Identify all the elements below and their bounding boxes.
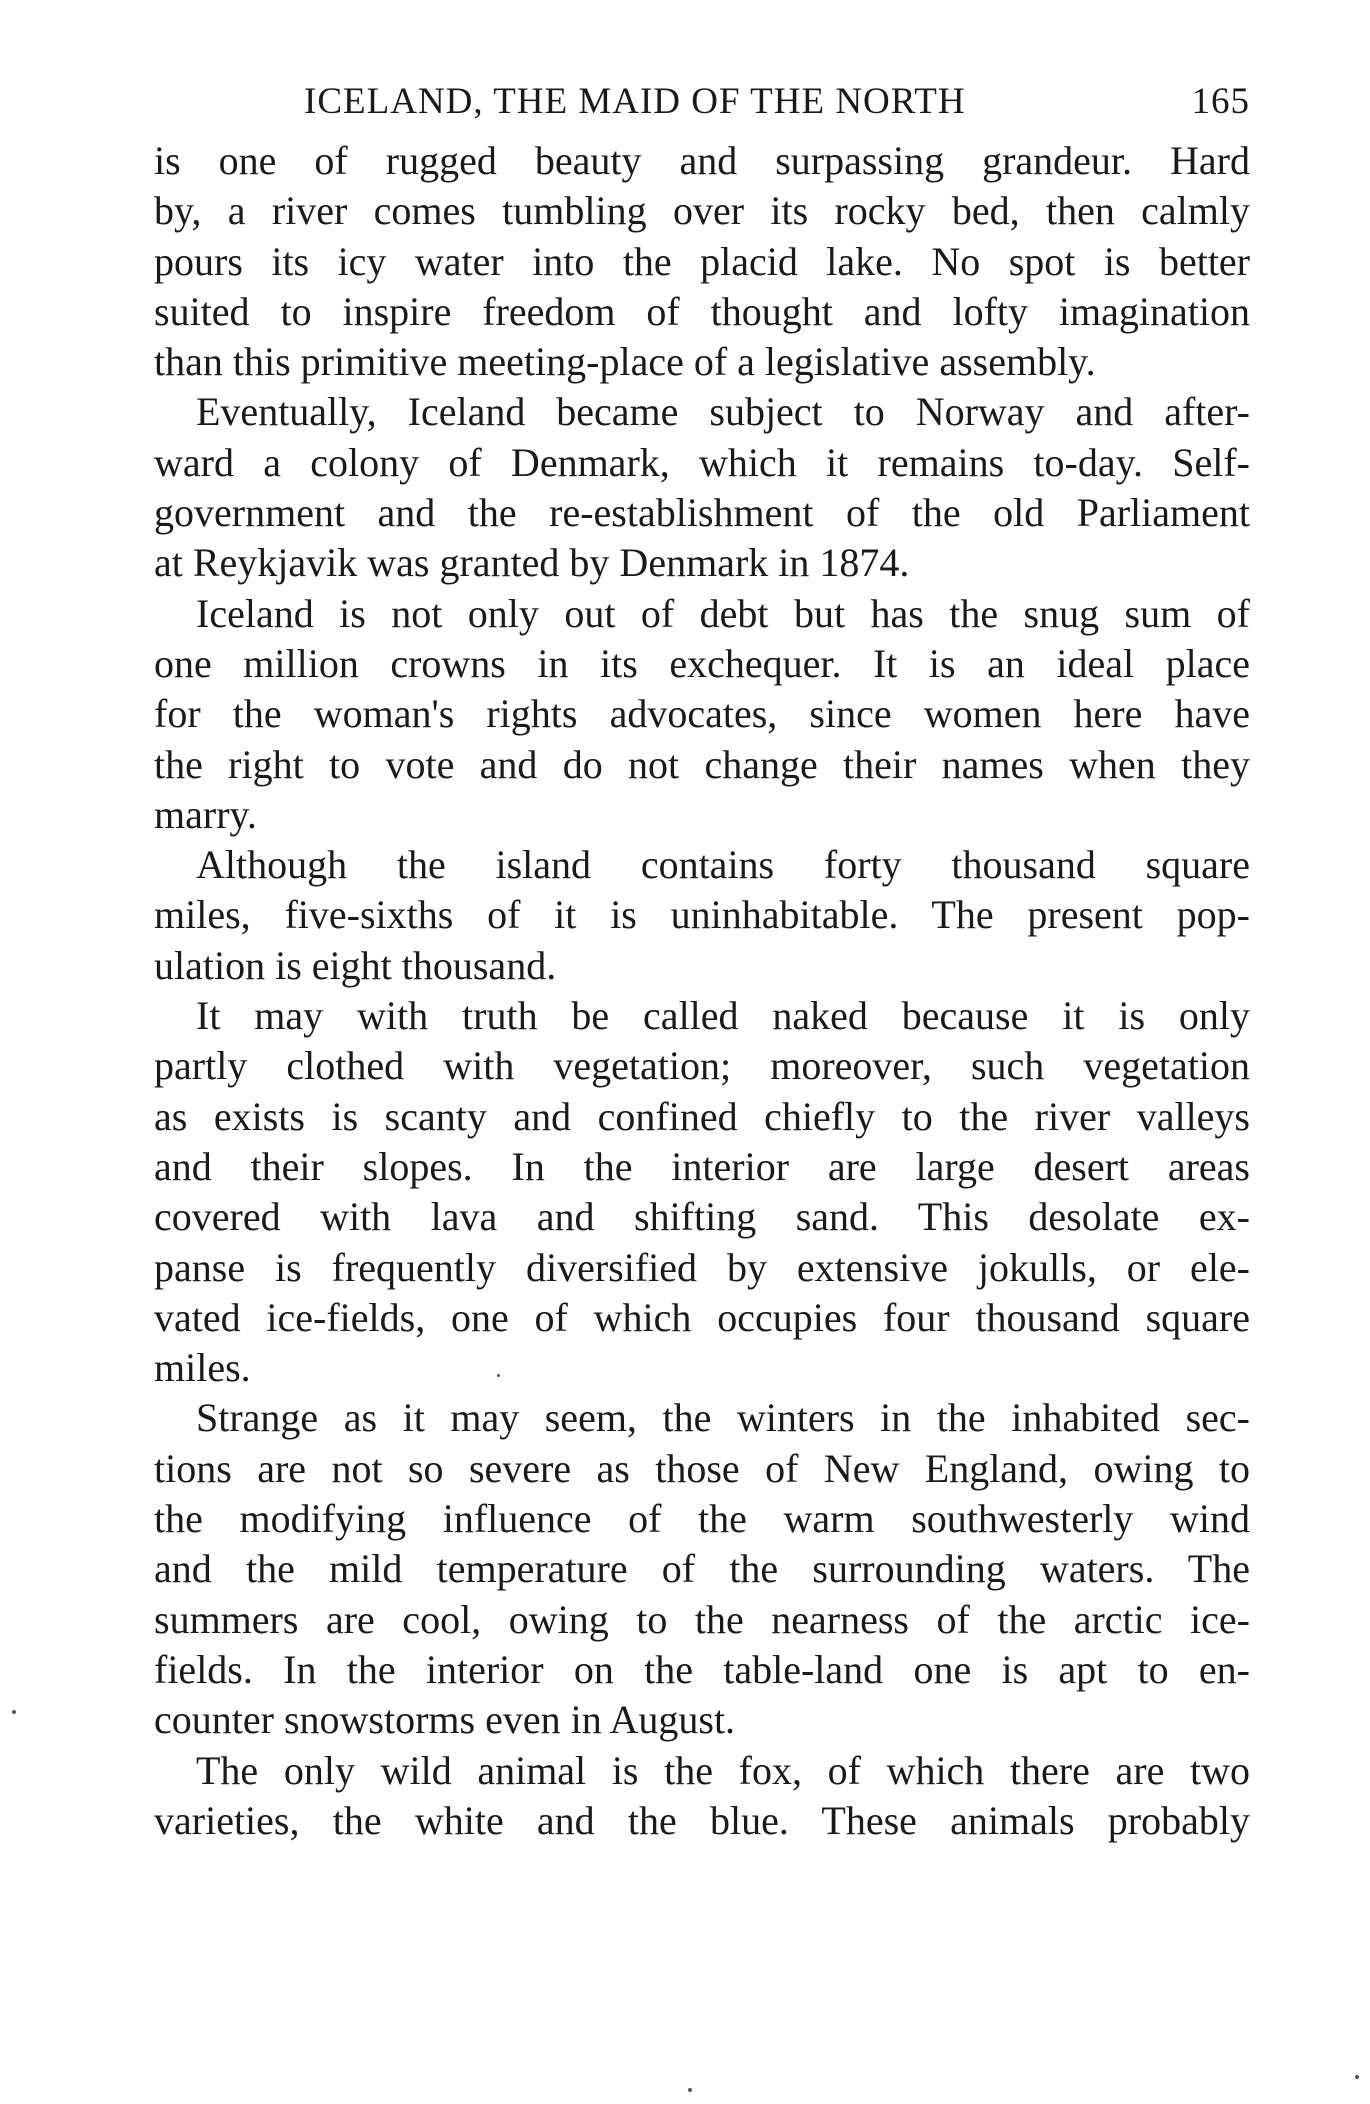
text-line: counter snowstorms even in August. <box>154 1697 736 1743</box>
text-line: The only wild animal is the fox, of which there are two <box>196 1747 1250 1793</box>
text-line: summers are cool, owing to the nearness of the arctic ice- <box>154 1596 1250 1642</box>
text-line: miles. <box>154 1345 251 1391</box>
text-line: pours its icy water into the placid lake. No spot is better <box>154 238 1250 284</box>
text-line: as exists is scanty and confined chiefly to the river valleys <box>154 1093 1250 1139</box>
text-line: ulation is eight thousand. <box>154 942 557 988</box>
text-line: marry. <box>154 791 257 837</box>
scan-speck <box>12 1710 16 1714</box>
text-line: panse is frequently diversified by extensive jokulls, or ele- <box>154 1244 1250 1290</box>
text-line: the modifying influence of the warm southwesterly wind <box>154 1496 1250 1542</box>
text-line: for the woman's rights advocates, since women here have <box>154 691 1250 737</box>
text-line: and the mild temperature of the surrounding waters. The <box>154 1546 1250 1592</box>
text-line: Eventually, Iceland became subject to Norway and after- <box>196 389 1250 435</box>
text-line: ward a colony of Denmark, which it remains to-day. Self- <box>154 439 1250 485</box>
text-line: suited to inspire freedom of thought and lofty imagination <box>154 288 1250 334</box>
book-page <box>154 80 1250 1846</box>
text-line: vated ice-fields, one of which occupies four thousand square <box>154 1294 1250 1340</box>
text-line: fields. In the interior on the table-land one is apt to en- <box>154 1646 1250 1692</box>
text-line: by, a river comes tumbling over its rocky bed, then calmly <box>154 188 1250 234</box>
paragraph <box>154 991 1250 1393</box>
text-line: varieties, the white and the blue. These animals probably <box>154 1797 1250 1843</box>
text-line: is one of rugged beauty and surpassing grandeur. Hard <box>154 138 1250 183</box>
text-line: covered with lava and shifting sand. This desolate ex- <box>154 1194 1250 1240</box>
text-line: government and the re-establishment of the old Parliament <box>154 490 1250 536</box>
paragraph <box>154 1746 1250 1847</box>
text-line: and their slopes. In the interior are large desert areas <box>154 1143 1250 1189</box>
paragraph <box>154 840 1250 991</box>
running-title: ICELAND, THE MAID OF THE NORTH <box>304 81 966 122</box>
running-head <box>154 80 1250 136</box>
paragraph <box>154 589 1250 840</box>
text-line: Although the island contains forty thousand square <box>196 842 1250 888</box>
text-line: partly clothed with vegetation; moreover, such vegetation <box>154 1043 1250 1089</box>
text-line: tions are not so severe as those of New England, owing to <box>154 1445 1250 1491</box>
text-line: Iceland is not only out of debt but has the snug sum of <box>196 590 1250 636</box>
text-line: than this primitive meeting-place of a legislative assembly. <box>154 339 1096 385</box>
scan-speck <box>1355 2075 1359 2079</box>
body-text <box>154 136 1250 1846</box>
text-line: the right to vote and do not change their names when they <box>154 741 1250 787</box>
text-line: miles, five-sixths of it is uninhabitable. The present pop- <box>154 892 1250 938</box>
paragraph <box>154 136 1250 387</box>
scan-speck <box>497 1374 500 1377</box>
text-line: at Reykjavik was granted by Denmark in 1874. <box>154 540 910 586</box>
page-number: 165 <box>1191 81 1250 122</box>
paragraph <box>154 1393 1250 1745</box>
text-line: It may with truth be called naked because it is only <box>196 993 1250 1039</box>
text-line: one million crowns in its exchequer. It is an ideal place <box>154 640 1250 686</box>
scan-speck <box>688 2088 692 2092</box>
paragraph <box>154 387 1250 588</box>
text-line: Strange as it may seem, the winters in the inhabited sec- <box>196 1395 1250 1441</box>
